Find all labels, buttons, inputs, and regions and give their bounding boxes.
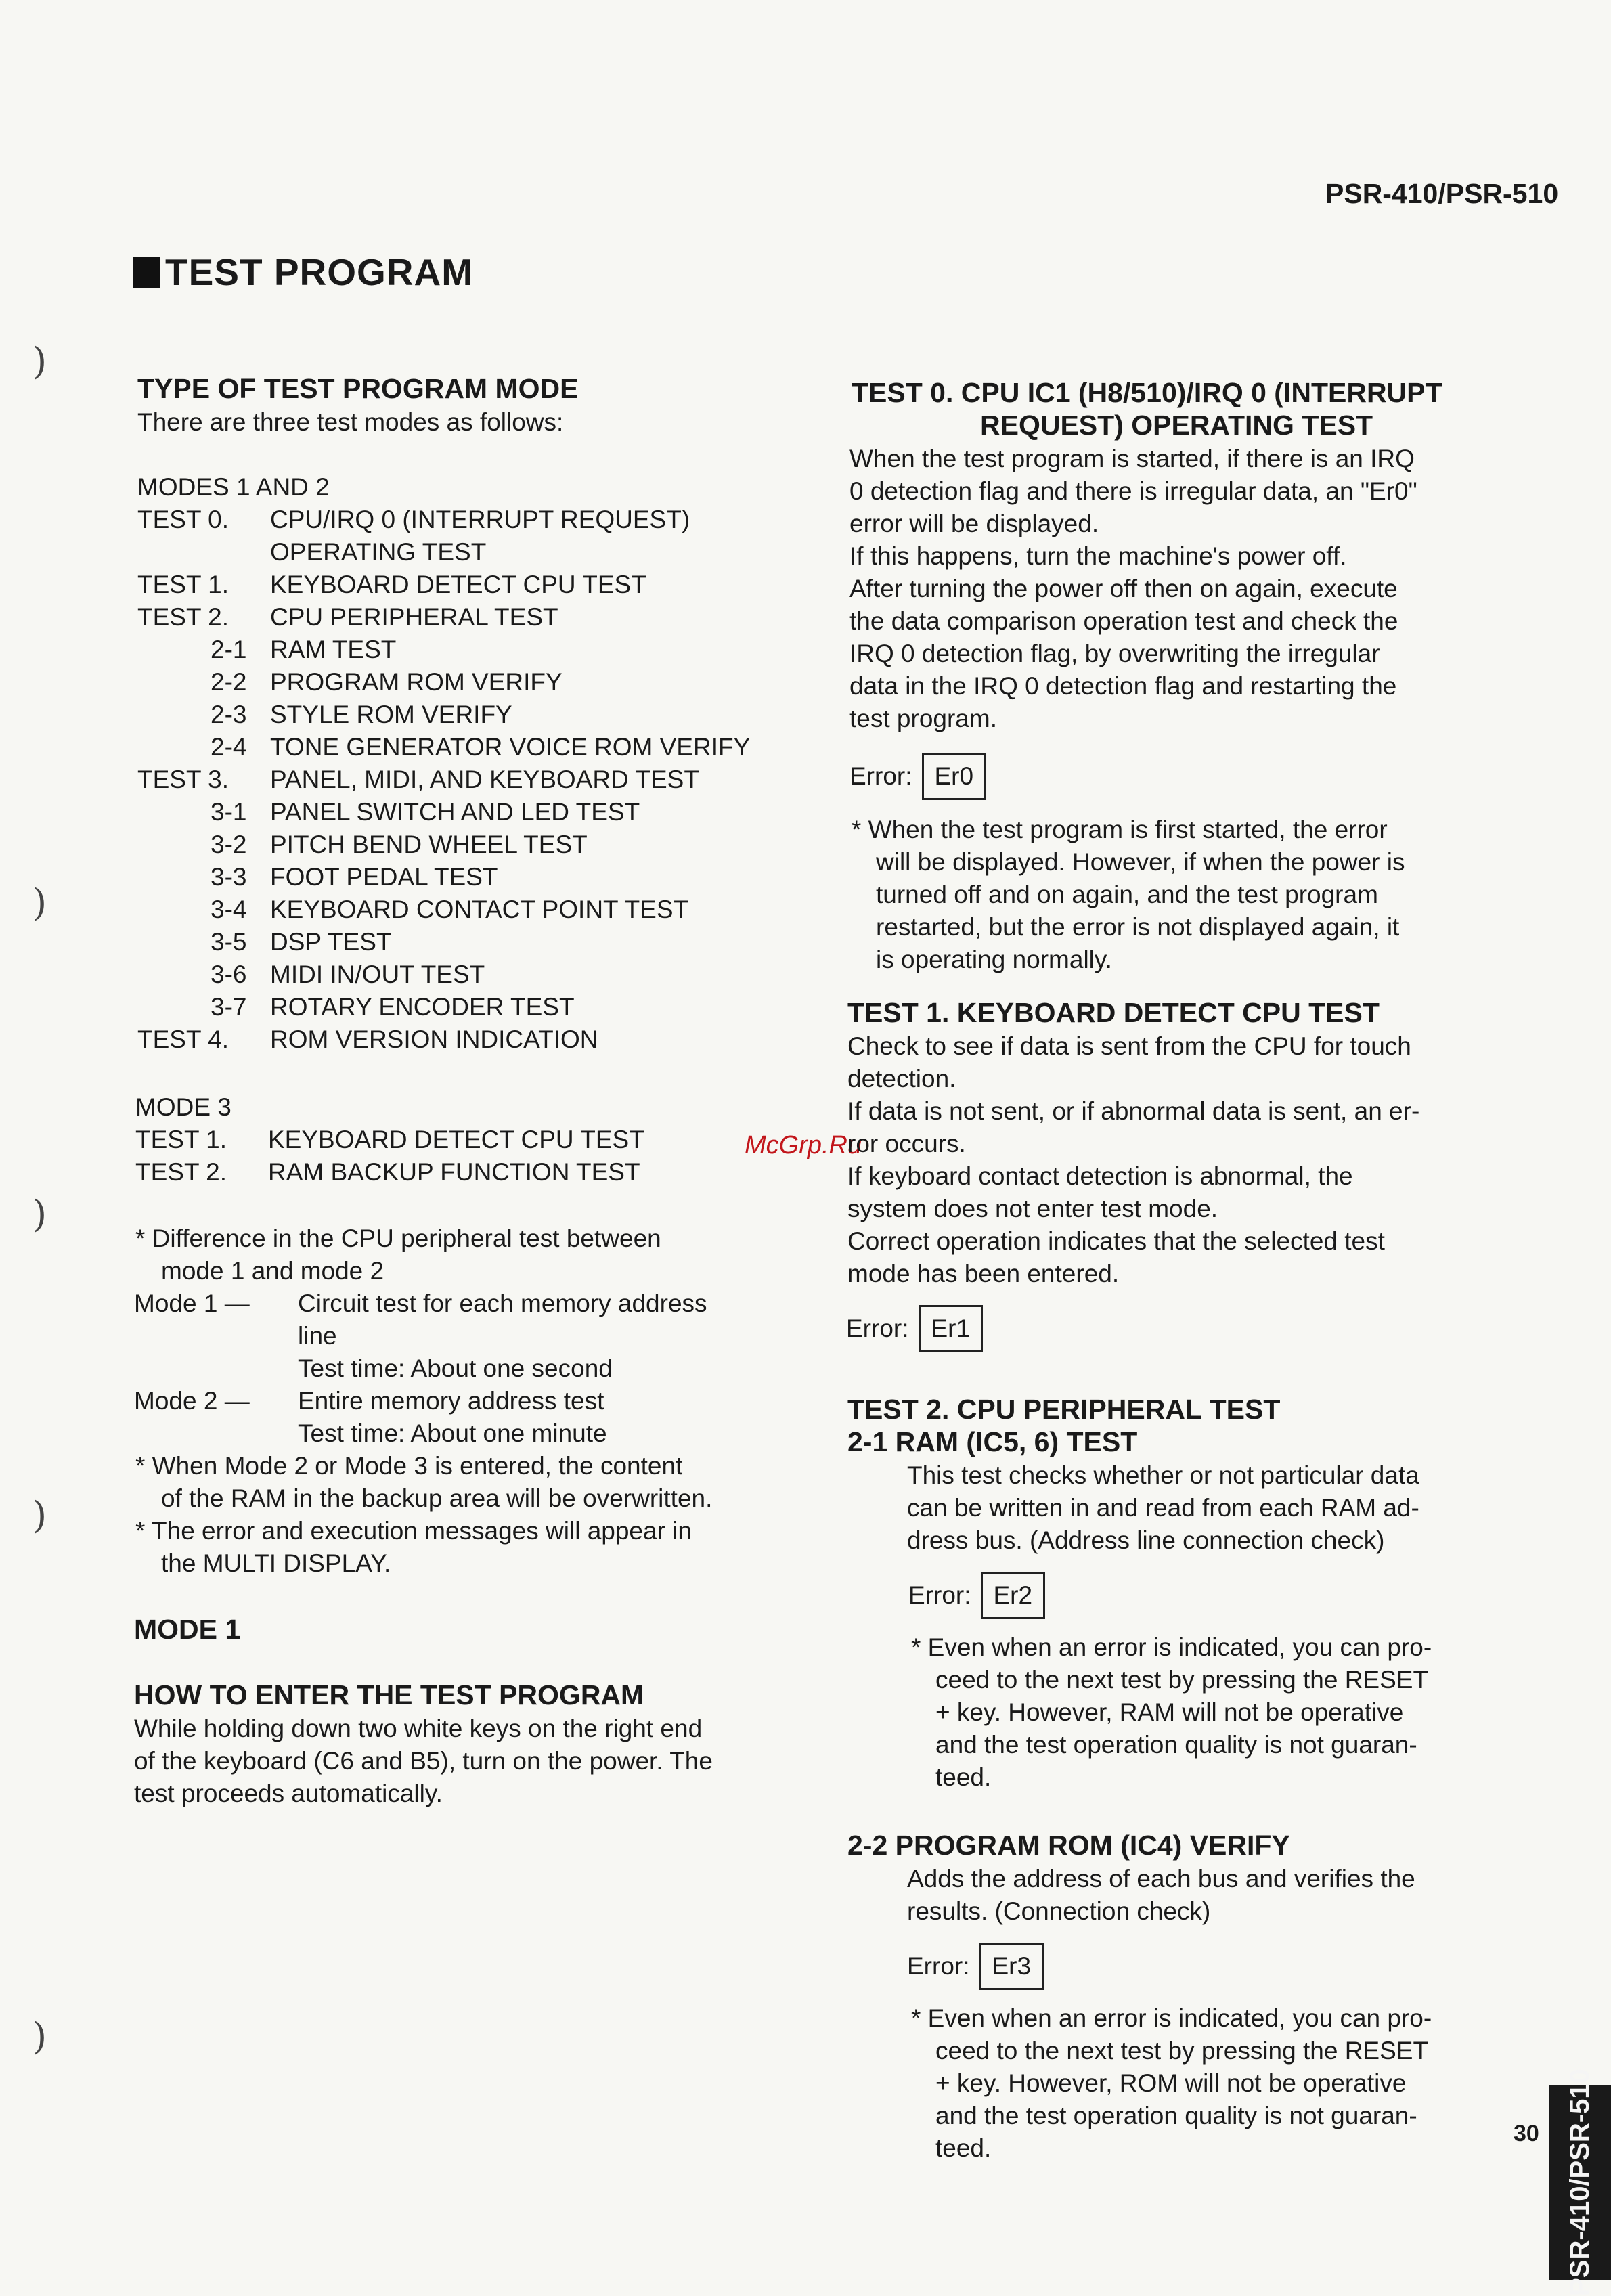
test22-body-line: results. (Connection check) (907, 1897, 1211, 1925)
test21-body-line: dress bus. (Address line connection check) (907, 1526, 1385, 1554)
test0-body-line: IRQ 0 detection flag, by overwriting the irregular (849, 640, 1380, 667)
modes12-item-number: TEST 1. (137, 571, 229, 598)
error-code-box: Er1 (919, 1305, 984, 1352)
modes12-item-number: TEST 2. (137, 603, 229, 631)
modes12-heading: MODES 1 AND 2 (137, 473, 330, 501)
note-difference-line2: mode 1 and mode 2 (161, 1257, 384, 1285)
test0-body-line: If this happens, turn the machine's power off. (849, 542, 1347, 570)
mode3-item-number: TEST 1. (135, 1126, 227, 1153)
error-code-box: Er0 (922, 753, 987, 800)
page-title-text: TEST PROGRAM (165, 251, 474, 293)
test21-body (907, 1459, 1419, 1557)
modes12-item-text: PROGRAM ROM VERIFY (270, 668, 562, 696)
test1-body-line: Check to see if data is sent from the CPU for touch (847, 1032, 1411, 1060)
test22-error-row (907, 1943, 1044, 1990)
test1-body-line: mode has been entered. (847, 1260, 1120, 1287)
type-of-test-intro: There are three test modes as follows: (137, 408, 564, 436)
test1-body-line: system does not enter test mode. (847, 1195, 1218, 1222)
type-of-test-heading: TYPE OF TEST PROGRAM MODE (137, 373, 579, 404)
modes12-item-text: DSP TEST (270, 928, 392, 956)
modes12-item-text: KEYBOARD CONTACT POINT TEST (270, 896, 689, 923)
test0-note-line: restarted, but the error is not displayed again, it (876, 913, 1400, 941)
test1-heading: TEST 1. KEYBOARD DETECT CPU TEST (847, 997, 1380, 1028)
binder-mark-icon: ) (32, 1494, 47, 1537)
modes12-item-text: OPERATING TEST (270, 538, 487, 566)
test0-error-row (849, 753, 986, 800)
test2-heading: TEST 2. CPU PERIPHERAL TEST (847, 1394, 1281, 1425)
title-square-icon (133, 257, 160, 288)
binder-mark-icon: ) (32, 881, 47, 924)
mode1-line2: line (298, 1322, 337, 1350)
page-header-model: PSR-410/PSR-510 (1325, 178, 1559, 209)
test0-body-line: error will be displayed. (849, 510, 1099, 537)
test1-body (847, 1030, 1419, 1290)
test0-body-line: 0 detection flag and there is irregular data, an "Er0" (849, 477, 1417, 505)
test1-body-line: detection. (847, 1065, 956, 1092)
modes12-item-text: PANEL, MIDI, AND KEYBOARD TEST (270, 766, 699, 793)
modes12-item-number: 3-5 (211, 928, 247, 956)
modes12-item-number: 3-4 (211, 896, 247, 923)
modes12-item-text: CPU/IRQ 0 (INTERRUPT REQUEST) (270, 506, 690, 533)
modes12-item-text: STYLE ROM VERIFY (270, 701, 512, 728)
modes12-item-text: FOOT PEDAL TEST (270, 863, 498, 891)
mode1-time: Test time: About one second (298, 1354, 613, 1382)
test0-body-line: After turning the power off then on again, execute (849, 575, 1398, 602)
test0-heading-line1: TEST 0. CPU IC1 (H8/510)/IRQ 0 (INTERRUPT (852, 377, 1442, 408)
error-label: Error: (849, 762, 912, 790)
test0-body-line: data in the IRQ 0 detection flag and restarting the (849, 672, 1397, 700)
how-to-enter-line2: of the keyboard (C6 and B5), turn on the power. The (134, 1747, 713, 1775)
test0-note (852, 814, 1405, 976)
test21-note-line: and the test operation quality is not guaran- (935, 1731, 1417, 1759)
modes12-item-number: 3-2 (211, 831, 247, 858)
modes12-item-number: 3-1 (211, 798, 247, 826)
mode1-heading: MODE 1 (134, 1614, 241, 1645)
modes12-item-number: TEST 3. (137, 766, 229, 793)
modes12-item-number: 2-2 (211, 668, 247, 696)
test0-body-line: When the test program is started, if there is an IRQ (849, 445, 1415, 472)
test0-body-line: test program. (849, 705, 997, 732)
modes12-item-text: TONE GENERATOR VOICE ROM VERIFY (270, 733, 751, 761)
modes12-item-text: RAM TEST (270, 636, 397, 663)
how-to-enter-line3: test proceeds automatically. (134, 1780, 443, 1807)
test22-body-line: Adds the address of each bus and verifies the (907, 1865, 1415, 1893)
test1-body-line: Correct operation indicates that the selected test (847, 1227, 1385, 1255)
test21-heading: 2-1 RAM (IC5, 6) TEST (847, 1426, 1138, 1457)
test22-note-line: ceed to the next test by pressing the RESET (935, 2037, 1429, 2065)
modes12-item-number: 3-7 (211, 993, 247, 1021)
test22-body (907, 1863, 1415, 1928)
note-mode23-line2: of the RAM in the backup area will be overwritten. (161, 1484, 713, 1512)
test0-note-line: is operating normally. (876, 946, 1112, 973)
test1-body-line: If keyboard contact detection is abnormal, the (847, 1162, 1353, 1190)
modes12-item-text: ROM VERSION INDICATION (270, 1025, 598, 1053)
test1-body-line: ror occurs. (847, 1130, 966, 1157)
test1-error-row (846, 1305, 983, 1352)
test21-note (911, 1631, 1432, 1794)
binder-mark-icon: ) (32, 340, 47, 382)
binder-mark-icon: ) (32, 1193, 47, 1235)
binder-mark-icon: ) (32, 2015, 47, 2058)
test0-body (849, 443, 1417, 735)
test0-heading-line2: REQUEST) OPERATING TEST (980, 410, 1373, 441)
test0-note-line: * When the test program is first started, the error (852, 816, 1388, 843)
test21-error-row (908, 1572, 1045, 1619)
mode2-label: Mode 2 — (134, 1387, 250, 1415)
mode3-item-text: KEYBOARD DETECT CPU TEST (268, 1126, 644, 1153)
test0-note-line: turned off and on again, and the test program (876, 881, 1378, 908)
modes12-item-number: 3-6 (211, 961, 247, 988)
test22-note-line: and the test operation quality is not guaran- (935, 2102, 1417, 2129)
test0-note-line: will be displayed. However, if when the power is (876, 848, 1405, 876)
error-label: Error: (907, 1952, 970, 1980)
mode2-time: Test time: About one minute (298, 1419, 607, 1447)
modes12-item-number: TEST 4. (137, 1025, 229, 1053)
test22-note-line: teed. (935, 2134, 992, 2162)
modes12-item-text: KEYBOARD DETECT CPU TEST (270, 571, 646, 598)
mode3-heading: MODE 3 (135, 1093, 231, 1121)
mode1-line1: Circuit test for each memory address (298, 1289, 707, 1317)
page-number: 30 (1514, 2121, 1539, 2146)
test21-note-line: * Even when an error is indicated, you can pro- (911, 1633, 1432, 1661)
error-code-box: Er3 (979, 1943, 1044, 1990)
modes12-item-number: 2-1 (211, 636, 247, 663)
modes12-item-text: PANEL SWITCH AND LED TEST (270, 798, 640, 826)
how-to-enter-heading: HOW TO ENTER THE TEST PROGRAM (134, 1679, 644, 1710)
how-to-enter-line1: While holding down two white keys on the right end (134, 1715, 703, 1742)
error-label: Error: (846, 1315, 909, 1342)
error-label: Error: (908, 1581, 971, 1609)
test22-heading: 2-2 PROGRAM ROM (IC4) VERIFY (847, 1830, 1290, 1861)
side-tab (1549, 2069, 1611, 2296)
page-title (133, 251, 474, 293)
modes12-item-number: TEST 0. (137, 506, 229, 533)
test21-body-line: This test checks whether or not particular data (907, 1461, 1419, 1489)
mode2-line1: Entire memory address test (298, 1387, 604, 1415)
modes12-item-number: 3-3 (211, 863, 247, 891)
error-code-box: Er2 (981, 1572, 1046, 1619)
test21-note-line: ceed to the next test by pressing the RESET (935, 1666, 1429, 1694)
test0-body-line: the data comparison operation test and check the (849, 607, 1398, 635)
test21-note-line: + key. However, RAM will not be operative (935, 1698, 1404, 1726)
mode3-item-text: RAM BACKUP FUNCTION TEST (268, 1158, 640, 1186)
mode3-item-number: TEST 2. (135, 1158, 227, 1186)
side-tab-label: PSR-410/PSR-510 (1565, 2069, 1595, 2296)
note-difference-line1: * Difference in the CPU peripheral test between (135, 1224, 661, 1252)
modes12-item-number: 2-3 (211, 701, 247, 728)
test21-body-line: can be written in and read from each RAM ad- (907, 1494, 1419, 1522)
modes12-item-text: CPU PERIPHERAL TEST (270, 603, 558, 631)
modes12-item-text: ROTARY ENCODER TEST (270, 993, 575, 1021)
test21-note-line: teed. (935, 1763, 992, 1791)
test22-note-line: * Even when an error is indicated, you can pro- (911, 2004, 1432, 2032)
mode1-label: Mode 1 — (134, 1289, 250, 1317)
modes12-item-number: 2-4 (211, 733, 247, 761)
note-mode23-line1: * When Mode 2 or Mode 3 is entered, the content (135, 1452, 683, 1480)
modes12-item-text: MIDI IN/OUT TEST (270, 961, 485, 988)
test22-note (911, 2002, 1432, 2165)
test1-body-line: If data is not sent, or if abnormal data is sent, an er- (847, 1097, 1420, 1125)
note-display-line2: the MULTI DISPLAY. (161, 1549, 391, 1577)
modes12-item-text: PITCH BEND WHEEL TEST (270, 831, 588, 858)
test22-note-line: + key. However, ROM will not be operative (935, 2069, 1407, 2097)
watermark: McGrp.Ru (745, 1131, 862, 1160)
note-display-line1: * The error and execution messages will appear in (135, 1517, 692, 1545)
